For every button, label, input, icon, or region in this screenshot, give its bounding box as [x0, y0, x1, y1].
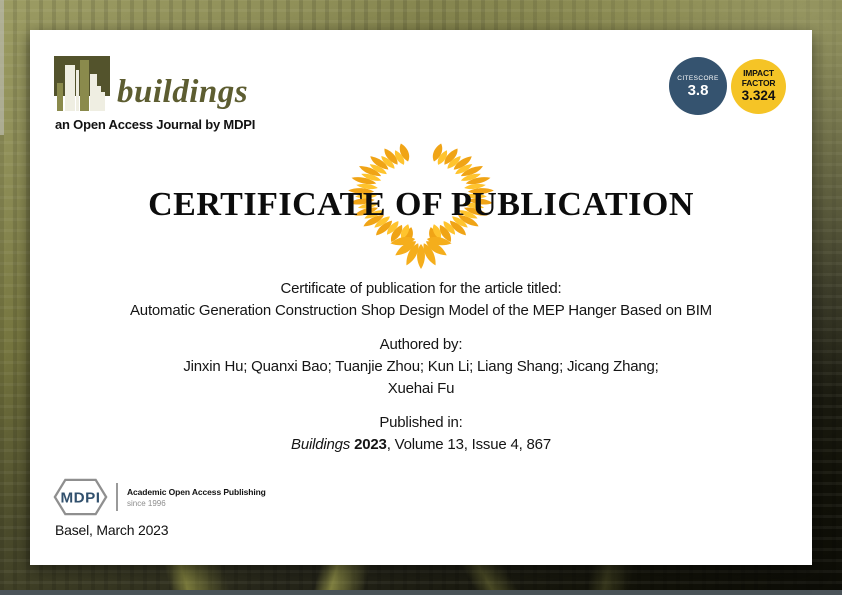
published-in-label: Published in: [379, 414, 463, 431]
publication-year: 2023 [354, 436, 387, 453]
background-bottom-strip [0, 590, 842, 595]
journal-name: buildings [117, 74, 249, 110]
buildings-logo-icon [54, 56, 110, 111]
authors-line-1: Jinxin Hu; Quanxi Bao; Tuanjie Zhou; Kun Li; Liang Shang; Jicang Zhang; [183, 358, 659, 375]
publisher-text [127, 487, 266, 508]
citescore-label: CITESCORE [677, 74, 719, 82]
publication-journal-name: Buildings [291, 436, 351, 453]
background-edge-highlight [0, 0, 4, 135]
mdpi-logo-icon [52, 478, 109, 516]
place-and-date: Basel, March 2023 [55, 522, 169, 538]
publication-volume-issue: , Volume 13, Issue 4, 867 [386, 436, 551, 453]
impact-factor-label-line1: IMPACT [743, 68, 774, 79]
impact-factor-value: 3.324 [741, 88, 776, 104]
article-title: Automatic Generation Construction Shop Design Model of the MEP Hanger Based on BIM [130, 302, 712, 319]
publication-reference [30, 434, 812, 456]
impact-factor-badge [731, 59, 786, 114]
intro-line: Certificate of publication for the article titled: [280, 280, 562, 297]
authored-by-label: Authored by: [379, 336, 463, 353]
journal-tagline: an Open Access Journal by MDPI [55, 117, 256, 132]
citescore-value: 3.8 [687, 81, 709, 99]
certificate-card [30, 30, 812, 565]
certificate-title: CERTIFICATE OF PUBLICATION [148, 186, 694, 223]
publisher-divider [116, 483, 118, 511]
mdpi-logo-text: MDPI [60, 489, 101, 507]
journal-logo [54, 56, 248, 111]
publisher-line-1: Academic Open Access Publishing [127, 486, 266, 497]
publisher-logo-block [52, 478, 266, 516]
publisher-line-2: since 1996 [127, 498, 166, 508]
certificate-body [30, 278, 812, 456]
authors-line-2: Xuehai Fu [387, 380, 455, 397]
citescore-badge [669, 57, 727, 115]
impact-factor-label-line2: FACTOR [741, 77, 776, 88]
